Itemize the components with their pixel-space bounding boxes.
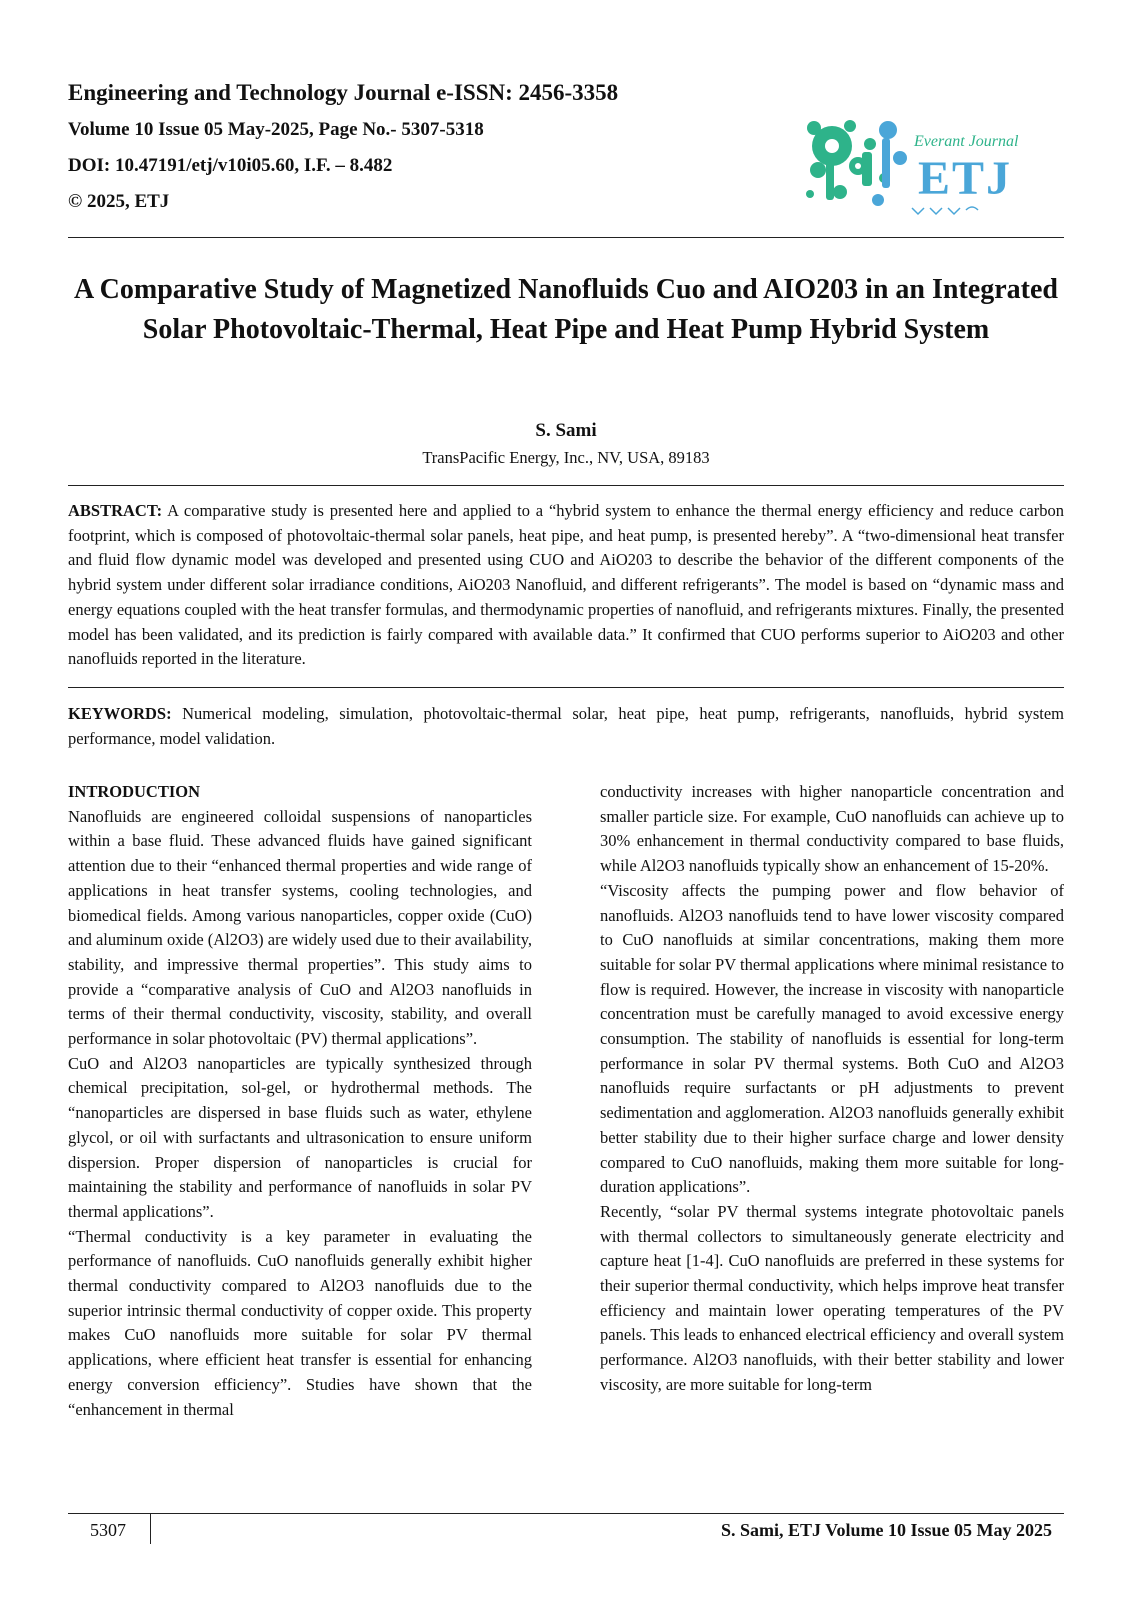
author-name: S. Sami — [535, 420, 597, 441]
abstract-top-rule — [68, 485, 1064, 486]
logo-top-text: Everant Journal — [914, 133, 1019, 150]
abstract-text: A comparative study is presented here and applied to a “hybrid system to enhance the thermal energy efficiency and reduce carbon footprint, which is composed of photovoltaic-thermal solar panels, heat pipe, and heat pump, is presented hereby”. A “two-dimensional heat transfer and fluid flow dynamic model was developed and presented using CUO and AiO203 to describe the behavior of the different components of the hybrid system under different solar irradiance conditions, AiO203 Nanofluid, and different refrigerants”. The model is based on “dynamic mass and energy equations coupled with the heat transfer formulas, and thermodynamic properties of nanofluid, and refrigerants mixtures. Finally, the presented model has been validated, and its prediction is fairly compared with available data.” It confirmed that CUO performs superior to AiO203 and other nanofluids reported in the literature. — [68, 501, 1064, 669]
abstract-label: ABSTRACT: — [68, 501, 163, 520]
journal-name: Engineering and Technology Journal e-ISSN: 2456-3358 — [68, 80, 619, 105]
paragraph: CuO and Al2O3 nanoparticles are typically synthesized through chemical precipitation, sol-gel, or hydrothermal methods. The “nanoparticles are dispersed in base fluids such as water, ethylene glycol, or oil with surfactants and ultrasonication to ensure uniform dispersion. Proper dispersion of nanoparticles is crucial for maintaining the stability and performance of nanofluids in solar PV thermal applications”. — [68, 1053, 532, 1221]
author-affiliation: TransPacific Energy, Inc., NV, USA, 89183 — [422, 448, 710, 467]
paragraph: “Thermal conductivity is a key parameter in evaluating the performance of nanofluids. CuO nanofluids generally exhibit higher thermal conductivity compared to Al2O3 nanofluids due to the superior intrinsic thermal conductivity of copper oxide. This property makes CuO nanofluids more suitable for solar PV thermal applications, where efficient heat transfer is essential for enhancing energy conversion efficiency”. Studies have shown that the “enhancement in thermal — [68, 1226, 532, 1419]
section-heading-introduction: INTRODUCTION — [68, 782, 201, 801]
keywords-label: KEYWORDS: — [68, 704, 172, 723]
logo-main-text: ETJ — [918, 152, 1013, 205]
etj-logo — [800, 108, 1022, 224]
paragraph: conductivity increases with higher nanoparticle concentration and smaller particle size. For example, CuO nanofluids can achieve up to 30% enhancement in thermal conductivity compared to base fluids, while Al2O3 nanofluids typically show an enhancement of 15-20%. — [600, 782, 1064, 876]
footer-citation: S. Sami, ETJ Volume 10 Issue 05 May 2025 — [720, 1520, 1052, 1540]
copyright: © 2025, ETJ — [68, 191, 170, 212]
body-column-left — [68, 780, 532, 1422]
paragraph: “Viscosity affects the pumping power and flow behavior of nanofluids. Al2O3 nanofluids tend to have lower viscosity compared to CuO nanofluids at similar concentrations, making them more suitable for solar PV thermal applications where minimal resistance to flow is required. However, the increase in viscosity with nanoparticle concentration must be carefully managed to avoid excessive energy consumption. The stability of nanofluids is essential for long-term performance in solar PV thermal systems. Both CuO and Al2O3 nanofluids require surfactants or pH adjustments to prevent sedimentation and agglomeration. Al2O3 nanofluids generally exhibit better stability due to their higher surface charge and lower density compared to CuO nanofluids, making them more suitable for long-duration applications”. — [600, 880, 1064, 1197]
keywords — [68, 702, 1064, 751]
journal-header — [68, 78, 708, 225]
volume-info: Volume 10 Issue 05 May-2025, Page No.- 5307-5318 — [68, 119, 484, 140]
keywords-top-rule — [68, 687, 1064, 688]
doi-info: DOI: 10.47191/etj/v10i05.60, I.F. – 8.482 — [68, 155, 393, 176]
paragraph: Recently, “solar PV thermal systems integrate photovoltaic panels with thermal collectors to simultaneously generate electricity and capture heat [1-4]. CuO nanofluids are preferred in these systems for their superior thermal conductivity, which helps improve heat transfer efficiency and maintain lower operating temperatures of the PV panels. This leads to enhanced electrical efficiency and overall system performance. Al2O3 nanofluids, with their better stability and lower viscosity, are more suitable for long-term — [600, 1201, 1064, 1394]
body-column-right — [600, 780, 1064, 1398]
page-number: 5307 — [90, 1520, 126, 1540]
paper-title: A Comparative Study of Magnetized Nanofluids Cuo and AIO203 in an Integrated Solar Photovoltaic-Thermal, Heat Pipe and Heat Pump Hybrid System — [74, 274, 1058, 345]
keywords-text: Numerical modeling, simulation, photovoltaic-thermal solar, heat pipe, heat pump, refrigerants, nanofluids, hybrid system performance, model validation. — [68, 704, 1065, 748]
header-rule — [68, 237, 1064, 238]
footer-separator — [150, 1514, 151, 1544]
abstract — [68, 499, 1064, 672]
paragraph: Nanofluids are engineered colloidal suspensions of nanoparticles within a base fluid. These advanced fluids have gained significant attention due to their “enhanced thermal properties and wide range of applications in heat transfer systems, cooling technologies, and biomedical fields. Among various nanoparticles, copper oxide (CuO) and aluminum oxide (Al2O3) are widely used due to their availability, stability, and impressive thermal properties”. This study aims to provide a “comparative analysis of CuO and Al2O3 nanofluids in terms of their thermal conductivity, viscosity, stability, and overall performance in solar photovoltaic (PV) thermal applications”. — [68, 806, 533, 1049]
footer-rule — [68, 1513, 1064, 1514]
